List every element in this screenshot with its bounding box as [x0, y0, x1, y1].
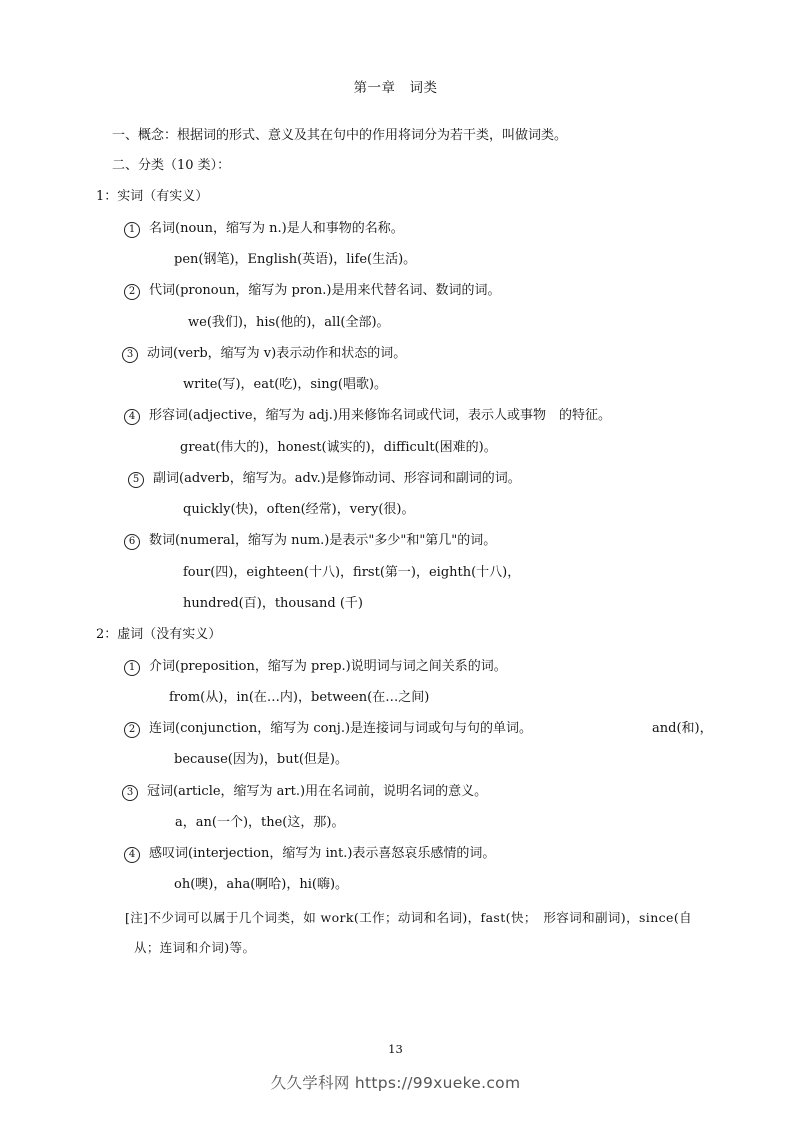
content-word-item-pronoun	[124, 283, 500, 300]
definition-text: 副词(adverb，缩写为。adv.)是修饰动词、形容词和副词的词。	[153, 471, 521, 486]
example-line: because(因为)，but(但是)。	[174, 752, 348, 767]
example-line: we(我们)，his(他的)，all(全部)。	[188, 315, 390, 330]
example-line: great(伟大的)，honest(诚实的)，difficult(困难的)。	[180, 440, 497, 455]
chapter-title: 第一章 词类	[353, 80, 438, 96]
circled-number: 2	[124, 284, 140, 300]
footer-watermark: 久久学科网 https://99xueke.com	[270, 1074, 521, 1092]
circled-number: 3	[122, 785, 138, 801]
example-line: quickly(快)，often(经常)，very(很)。	[183, 502, 415, 517]
content-word-item-numeral	[124, 533, 496, 550]
content-word-item-adverb	[128, 471, 521, 488]
definition-text: 感叹词(interjection，缩写为 int.)表示喜怒哀乐感情的词。	[149, 846, 496, 861]
concept-text: 一、概念：根据词的形式、意义及其在句中的作用将词分为若干类，叫做词类。	[112, 128, 568, 143]
function-word-item-article	[122, 784, 487, 801]
function-words-heading: 2：虚词（没有实义）	[96, 627, 222, 642]
definition-text: 代词(pronoun，缩写为 pron.)是用来代替名词、数词的词。	[149, 283, 501, 298]
definition-text: 冠词(article，缩写为 art.)用在名词前，说明名词的意义。	[147, 784, 488, 799]
function-word-item-preposition	[124, 659, 507, 676]
example-line: a，an(一个)，the(这，那)。	[175, 815, 345, 830]
definition-text: 介词(preposition，缩写为 prep.)说明词与词之间关系的词。	[149, 659, 507, 674]
content-word-item-noun	[124, 221, 404, 238]
example-line: pen(钢笔)，English(英语)，life(生活)。	[174, 252, 417, 267]
function-word-item-conjunction	[124, 721, 532, 738]
circled-number: 5	[128, 472, 144, 488]
note-line-1: [注]不少词可以属于几个词类，如 work(工作；动词和名词)，fast(快； 形容词和副词)，since(自	[125, 910, 693, 925]
example-line: hundred(百)，thousand (千)	[183, 596, 364, 611]
circled-number: 1	[124, 222, 140, 238]
classification-heading: 二、分类（10 类）：	[112, 158, 231, 173]
example-line-trailing: and(和)，	[652, 721, 713, 736]
definition-text: 数词(numeral，缩写为 num.)是表示"多少"和"第几"的词。	[149, 533, 497, 548]
example-line: oh(噢)，aha(啊哈)，hi(嗨)。	[174, 877, 349, 892]
definition-text: 形容词(adjective，缩写为 adj.)用来修饰名词或代词，表示人或事物 的特征。	[149, 408, 612, 423]
definition-text: 动词(verb，缩写为 v)表示动作和状态的词。	[147, 346, 407, 361]
definition-text: 连词(conjunction，缩写为 conj.)是连接词与词或句与句的单词。	[149, 721, 533, 736]
note-line-2: 从；连词和介词)等。	[134, 940, 256, 955]
circled-number: 4	[124, 847, 140, 863]
content-words-heading: 1：实词（有实义）	[96, 189, 209, 204]
circled-number: 2	[124, 722, 140, 738]
example-line: write(写)，eat(吃)，sing(唱歌)。	[183, 377, 388, 392]
example-line: from(从)，in(在…内)，between(在…之间)	[169, 690, 430, 705]
circled-number: 1	[124, 660, 140, 676]
function-word-item-interjection	[124, 846, 495, 863]
circled-number: 3	[122, 347, 138, 363]
circled-number: 4	[124, 409, 140, 425]
content-word-item-verb	[122, 346, 406, 363]
example-line: four(四)，eighteen(十八)，first(第一)，eighth(十八)，	[183, 565, 521, 580]
page-number: 13	[388, 1042, 403, 1056]
content-word-item-adjective	[124, 408, 611, 425]
definition-text: 名词(noun，缩写为 n.)是人和事物的名称。	[149, 221, 404, 236]
circled-number: 6	[124, 534, 140, 550]
